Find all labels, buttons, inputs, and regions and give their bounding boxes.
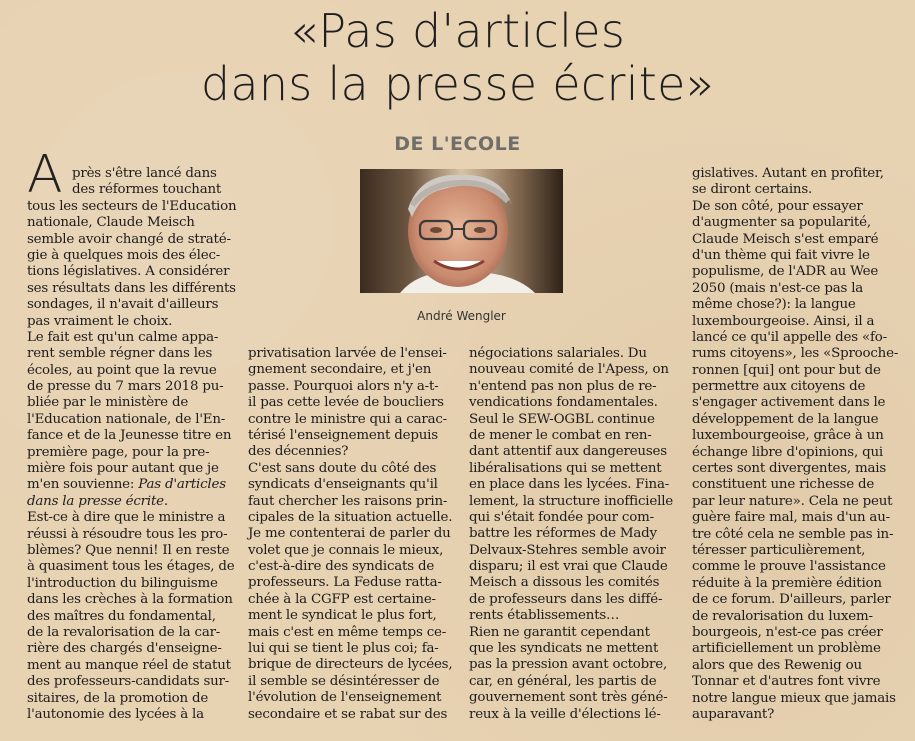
text-line: battre les réformes de Mady [469,526,657,542]
text-line: pas la pression avant octobre, [469,657,668,673]
text-line: Le fait est qu'un calme appa- [27,329,219,345]
text-line: gie à quelques mois des élec- [27,247,221,263]
text-line: Meisch a dissous les comités [469,575,660,591]
text-line: par leur nature». Cela ne peut [692,493,893,509]
text-line: gnement secondaire, et j'en [248,362,432,378]
text-line: gislatives. Autant en profiter, [692,166,884,181]
text-line: lement, la structure inofficielle [469,493,673,509]
text-line: même chose?): la langue [692,297,856,313]
text-line: d'un thème qui fait vivre le [692,247,870,263]
text-line: cipales de la situation actuelle. [248,509,453,525]
text-line: chée à la CGFP est certaine- [248,591,436,607]
text-line: de ce forum. D'ailleurs, parler [692,592,891,608]
text-line: certes sont divergentes, mais [692,461,887,477]
cited-title-period: . [163,493,168,509]
text-line: tous les secteurs de l'Education [27,198,237,214]
text-line: ment le syndicat le plus fort, [248,608,437,624]
text-line: que les syndicats ne mettent [469,641,659,657]
text-line: réduite à la première édition [692,575,882,591]
text-line: Rien ne garantit cependant [469,624,650,640]
section-kicker: DE L'ECOLE [394,133,521,155]
portrait-illustration [360,169,563,293]
text-line: passe. Pourquoi alors n'y a-t- [248,378,439,394]
text-line: reux à la veille d'élections lé- [469,706,661,722]
text-line: de la revalorisation de la car- [27,624,221,640]
text-line: professeurs. La Feduse ratta- [248,575,442,591]
text-line: qui s'était fondée pour com- [469,509,654,525]
text-line: négociations salariales. Du [469,346,647,361]
text-line: des professeurs-candidats sur- [27,674,230,690]
text-line: d'augmenter sa popularité, [692,215,871,231]
article-column-1 [27,166,236,723]
text-line: Est-ce à dire que le ministre a [27,510,226,526]
text-line: des maîtres du fondamental, [27,608,216,624]
text-line: dans les crèches à la formation [27,592,233,608]
headline-line-2: dans la presse écrite» [200,57,715,111]
text-line: car, en général, les partis de [469,673,657,689]
text-line: térisé l'enseignement depuis [248,427,438,443]
text-line: s'engager activement dans le [692,395,886,411]
text-line: de professeurs dans les diffé- [469,591,663,607]
text-line: tre côté cela ne semble pas in- [692,526,894,542]
text-line: guère faire mal, mais d'un au- [692,510,890,526]
drop-cap: A [27,145,63,205]
text-line: C'est sans doute du côté des [248,460,437,476]
text-line: l'évolution de l'enseignement [248,690,442,706]
text-line: lancé ce qu'il appelle des «fo- [692,329,887,345]
text-line: tions législatives. A considérer [27,264,230,280]
text-line: il semble se désintéresser de [248,673,440,689]
text-line: mière fois pour autant que je [27,461,219,477]
text-line: gouvernement sont très géné- [469,690,668,706]
text-line: nouveau comité de l'Apess, on [469,362,669,378]
text-line: n'entend pas non plus de re- [469,378,657,394]
text-line: rière des chargés d'enseigne- [27,641,222,657]
text-line: syndicats d'enseignants qu'il [248,477,438,493]
text-line: 2050 (mais n'est-ce pas la [692,280,864,296]
text-line: volet que je connais le mieux, [248,542,444,558]
text-line: bliée par le ministère de [27,395,189,411]
text-line: luxembourgeoise. Ainsi, il a [692,313,875,329]
text-line: brique de directeurs de lycées, [248,657,453,673]
text-line: Claude Meisch s'est emparé [692,231,879,247]
text-line: téresser particulièrement, [692,542,866,558]
text-line: Je me contenterai de parler du [248,526,451,542]
text-line: permettre aux citoyens de [692,379,866,395]
text-line [27,494,236,510]
text-line: fance et de la Jeunesse titre en [27,428,232,444]
text-line: populisme, de l'ADR au Wee [692,264,879,280]
text-line: bourgeois, n'est-ce pas créer [692,624,883,640]
article-column-3 [469,346,673,723]
text-line: pas vraiment le choix. [27,313,173,329]
text-line: constituent une richesse de [692,477,875,493]
text-line: il pas cette levée de boucliers [248,395,444,411]
text-line: sitaires, de la promotion de [27,690,209,706]
text-line: c'est-à-dire des syndicats de [248,559,435,575]
text-line: se diront certains. [692,182,813,198]
text-line: échange libre d'opinions, qui [692,444,883,460]
text-line: de revalorisation du luxem- [692,608,873,624]
text-line: des décennies? [248,444,349,460]
text-line: Delvaux-Stehres semble avoir [469,542,666,558]
text-line: à quasiment tous les étages, de [27,559,235,575]
text-line: mais c'est en même temps ce- [248,624,447,640]
text-line: rent semble régner dans les [27,346,213,362]
text-line: en place dans les lycées. Fina- [469,477,670,493]
text-line: Tonnar et d'autres font vivre [692,674,881,690]
text-line: blèmes? Que nenni! Il en reste [27,542,230,558]
text-line: nationale, Claude Meisch [27,215,195,231]
text-line: faut chercher les raisons prin- [248,493,448,509]
text-line: privatisation larvée de l'ensei- [248,346,447,361]
text-line: l'introduction du bilinguisme [27,575,218,591]
author-photo [360,169,563,293]
text-line: comme le prouve l'assistance [692,559,886,575]
text-line: contre le ministre qui a carac- [248,411,448,427]
text-line: ses résultats dans les différents [27,280,236,296]
text-line: De son côté, pour essayer [692,198,863,214]
cited-title-part-2: dans la presse écrite [27,493,164,509]
text-line: alors que des Rewenig ou [692,657,862,673]
text-line: lui qui se tient le plus coi; fa- [248,641,439,657]
text-line: libéralisations qui se mettent [469,460,662,476]
text-line: vendications fondamentales. [469,395,658,411]
text-line: de mener le combat en ren- [469,427,652,443]
text-line: développement de la langue [692,411,879,427]
headline-line-1: «Pas d'articles [289,4,626,58]
text-line: m'en souvienne: Pas d'articles [27,477,226,493]
text-line: l'Education nationale, de l'En- [27,411,226,427]
text-line: l'autonomie des lycées à la [27,706,204,722]
text-line: semble avoir changé de straté- [27,231,231,247]
text-line: auparavant? [692,706,775,722]
article-column-4 [692,166,898,723]
text-line: rents établissements… [469,608,620,624]
text-line: rums citoyens», les «Sprooche- [692,346,899,362]
text-line: écoles, au point que la revue [27,362,217,378]
photo-caption: André Wengler [417,309,506,323]
text-line: ment au manque réel de statut [27,657,231,673]
text-line: des réformes touchant [72,182,222,198]
article-column-2 [248,346,452,723]
text-line: réussi à résoudre tous les pro- [27,526,228,542]
text-line: de presse du 7 mars 2018 pu- [27,379,224,395]
text-line: Seul le SEW-OGBL continue [469,411,655,427]
text-line: secondaire et se rabat sur des [248,706,448,722]
text-line: disparu; il est vrai que Claude [469,559,668,575]
text-line: ronnen [qui] ont pour but de [692,362,881,378]
text-line: notre langue mieux que jamais [692,690,896,706]
text-line: sondages, il n'avait d'ailleurs [27,297,219,313]
text-line: luxembourgeoise, grâce à un [692,428,884,444]
text-line: près s'être lancé dans [72,166,217,181]
cited-title-part-1: Pas d'articles [138,477,226,493]
text-line: dant attentif aux dangereuses [469,444,667,460]
text-line: première page, pour la pre- [27,444,210,460]
text-line: artificiellement un problème [692,641,881,657]
